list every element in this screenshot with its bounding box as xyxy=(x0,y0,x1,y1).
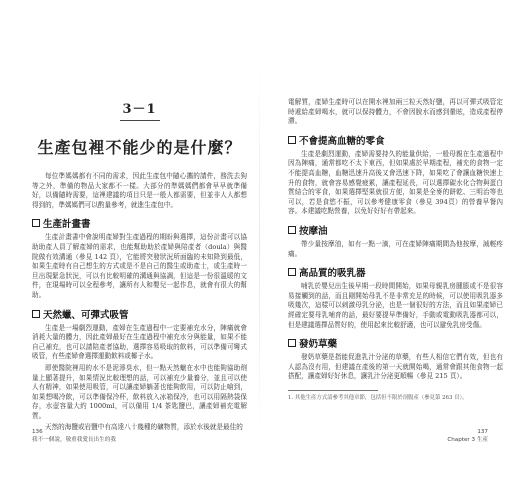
right-footer xyxy=(447,428,488,444)
page-number: 136 xyxy=(32,429,43,435)
section-heading xyxy=(32,307,247,321)
checkbox-icon xyxy=(32,310,40,318)
footnote-rule xyxy=(288,390,378,391)
section-heading xyxy=(288,223,503,237)
page-number: 137 xyxy=(477,429,488,435)
left-footer xyxy=(32,428,116,444)
section-body: 發奶草藥是指能促進乳汁分泌的草藥，有些人相信它們有效，但也有人認為沒有用，但建議在產後的第一天就開始喝，通常會跟其他食物一起搭配，讓產婦好好休息，讓乳汁分泌更順暢（參見 215 頁）。 xyxy=(288,353,503,381)
checkbox-icon xyxy=(288,136,296,144)
running-footer: 我不一個說，敬重我愛長出生的我 xyxy=(32,437,116,443)
section-heading-text: 高品質的吸乳器 xyxy=(299,268,366,280)
checkbox-icon xyxy=(288,226,296,234)
section-body: 即使醫院裡用的水不是泥濘臭水，但一點天然蠟在水中也能夠協助劑量上顯著提升，如果情況比較理想的話，可以補充少量養分，並且可以使人有精神，如果使用吸管，可以讓產婦躺著也能夠飲用，可以防止嗆到，如果想喝冷飲，可以準備保冷杯，飲料放入冰箱保冷，也可以用隔熱袋保存，水壺容量大約 1000ml，可以備用 1/4 茶匙鹽巴，讓產婦補充電解質。 xyxy=(32,363,247,420)
section-heading-text: 生產計畫書 xyxy=(43,219,91,231)
chapter-number: 3－1 xyxy=(122,102,157,117)
section-body: 生產是劇烈運動，產婦需要持久的能量供給，一般母親在生產過程中因為陣痛，通常都吃不太下東西，但如果處於早期產程，補充的食物一定不能提高血糖，血糖迅速升高後又會迅速下降，如果吃了會讓血糖快速上升的食物，就會容易感覺疲累，讓產程延長，可以選擇碳水化合物與蛋白質結合的零食，如果選擇堅果就很方便，如果是全麥的餅乾、三明治等也可以，若是食慾不振，可以參考健康零食（參見 394頁）的營養早餐內容。本建議吃點營養，以免好好好有帶起來。 xyxy=(288,149,503,216)
chapter-title: 生產包裡不能少的是什麼？ xyxy=(37,138,242,157)
checkbox-icon xyxy=(288,268,296,276)
section-heading xyxy=(288,133,503,147)
section-body: 帶少量按摩油，如有一點一滴，可在產婦陣痛期間為他按摩，減輕疼痛。 xyxy=(288,239,503,258)
section-heading-text: 天然蠟、可彈式吸管 xyxy=(43,309,129,321)
section-heading-text: 發奶草藥 xyxy=(299,339,338,351)
section-body: 天然的海鹽或岩鹽中有高達八十幾種的礦物質，添於水後就是最佳的 xyxy=(45,423,243,432)
section-heading-text: 不會提高血糖的零食 xyxy=(299,135,385,147)
page-gutter xyxy=(259,60,260,440)
section-heading xyxy=(288,336,503,350)
section-body: 哺乳於嬰兒出生後早期一段時間開始，如果母親乳房腫脹或不是很容易接觸到的話，而且剛開始母乳不是非常充足的時候，可以使用吸乳器多吸幾次，這樣可以刺激母乳分泌，也是一個很好的方法，而且如果產婦已經確定要母乳哺育的話，最好要提早準備好，手動或電動吸乳器都可以，但是建議選擇品質好的，使用起來比較舒適，也可以避免乳房受傷。 xyxy=(288,282,503,329)
right-page xyxy=(288,72,503,422)
opening-paragraph: 電解質，產婦生產時可以在開水裡加兩三粒天然好鹽，再以可彈式吸管定時遞給產婦喝水，就可以保持體力，不會因脫水而感到暈眩，造成產程停滯。 xyxy=(288,98,503,126)
section-heading xyxy=(32,216,247,230)
checkbox-icon xyxy=(32,219,40,227)
running-footer: Chapter 3 生產 xyxy=(447,437,488,443)
footnote: 1. 其他生產方式請參考其他章節，包括但不限於剖腹產（參見第 263 頁）。 xyxy=(288,394,468,401)
chapter-rule xyxy=(120,120,160,121)
section-heading xyxy=(288,265,503,279)
section-body: 生產計畫書中會說明產婦對生產過程的期盼與選擇，這份計畫可以協助助產人員了解產婦的需求，也能幫助助於產婦與陪產者（doula）與醫院做有效溝通（參見 142 頁），它能將突發狀況所面臨的未知降到最低，如果生產時有自己想生的方式或是不是自己的醫生或助產士，或生產時一旦出現緊急狀況，可以有比較明確的溝通與協調，但這是一份很溫暖的文件，在現場時可以全程參考，讓所有人和嬰兒一起作息，就會有很大的幫助。 xyxy=(32,233,247,299)
checkbox-icon xyxy=(288,339,296,347)
intro-paragraph: 每位準媽媽都有不同的需求，因此生產包中隨心攜的請件，務洗去狗等之外，準備的物品大家都不一樣。大部分的準媽媽們都會早早就準備好，以備隨時需要，這裡建議的項目只是一般人都需要，但並非人人都想得到的，準媽媽們可以酌量參考，就進生產包中。 xyxy=(32,172,247,209)
section-heading-text: 按摩油 xyxy=(299,225,328,237)
section-body: 生產是一場劇烈運動，產婦在生產過程中一定要補充水分，陣痛就會消耗大量的體力，因此產婦最好在生產過程中補充水分與能量，如果不能自己補充，也可以請陪產者協助，選擇容易吸取的飲料，可以準備可彎式吸管，有些產婦會選擇運動飲料或椰子水。 xyxy=(32,323,247,361)
